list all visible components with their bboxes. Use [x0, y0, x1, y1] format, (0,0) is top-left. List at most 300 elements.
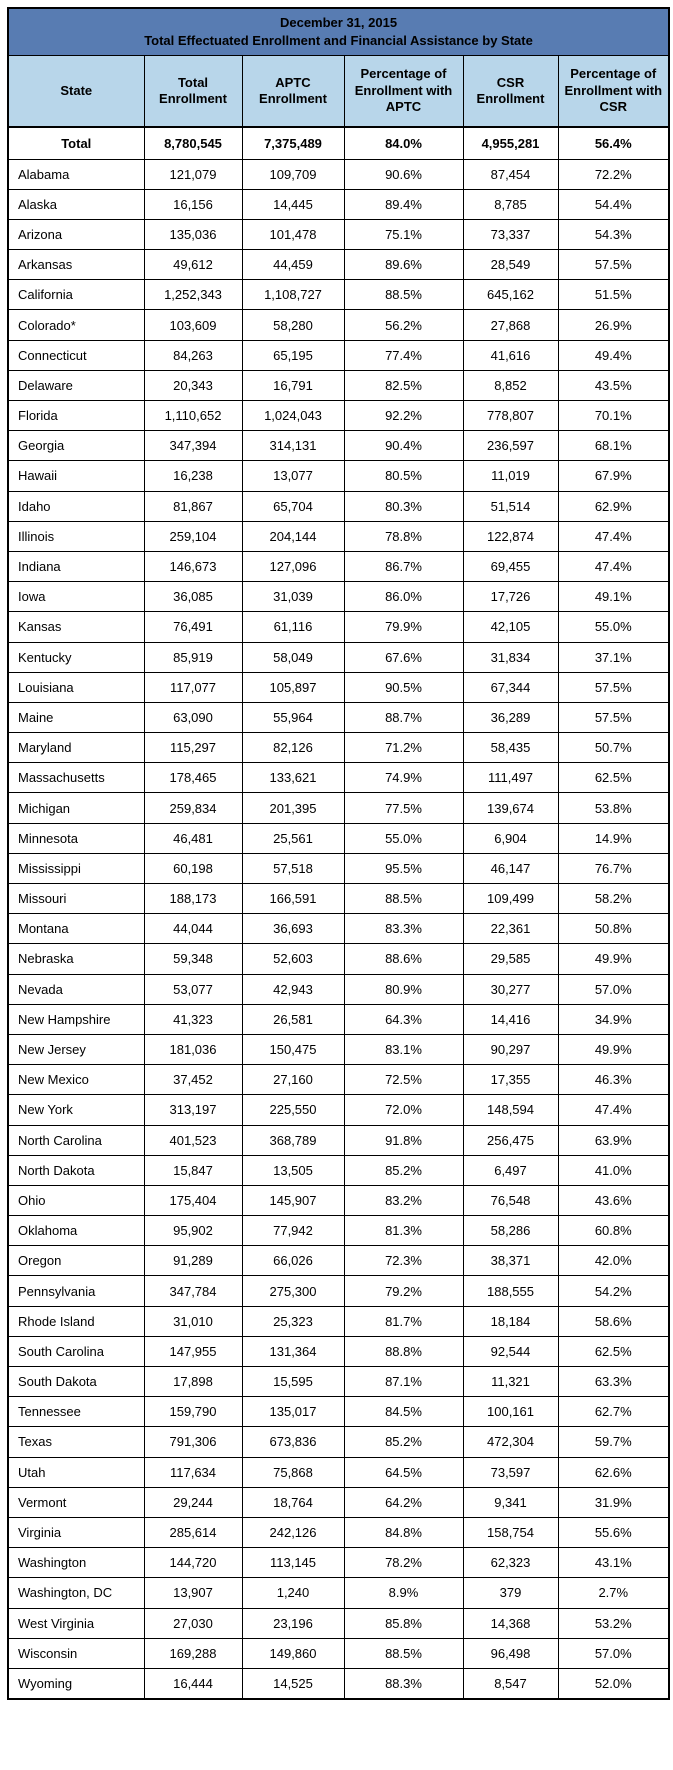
pct-aptc-cell: 84.8% — [344, 1517, 463, 1547]
csr-enrollment-cell: 42,105 — [463, 612, 558, 642]
aptc-enrollment-cell: 1,024,043 — [242, 401, 344, 431]
pct-csr-cell: 49.1% — [558, 582, 669, 612]
total-enrollment-cell: 29,244 — [144, 1487, 242, 1517]
csr-enrollment-cell: 22,361 — [463, 914, 558, 944]
csr-enrollment-cell: 46,147 — [463, 853, 558, 883]
report-title: Total Effectuated Enrollment and Financial Assistance by State — [144, 32, 533, 48]
aptc-enrollment-cell: 673,836 — [242, 1427, 344, 1457]
pct-csr-cell: 54.3% — [558, 219, 669, 249]
aptc-enrollment-cell: 27,160 — [242, 1065, 344, 1095]
total-enrollment-cell: 181,036 — [144, 1034, 242, 1064]
table-row — [8, 702, 669, 732]
pct-csr-cell: 47.4% — [558, 521, 669, 551]
pct-csr-cell: 63.9% — [558, 1125, 669, 1155]
pct-csr-cell: 72.2% — [558, 159, 669, 189]
aptc-enrollment-cell: 109,709 — [242, 159, 344, 189]
csr-enrollment-cell: 472,304 — [463, 1427, 558, 1457]
pct-csr-cell: 34.9% — [558, 1004, 669, 1034]
state-cell: Kentucky — [8, 642, 144, 672]
state-cell: California — [8, 280, 144, 310]
aptc-enrollment-cell: 14,525 — [242, 1668, 344, 1698]
table-row — [8, 1276, 669, 1306]
state-cell: Ohio — [8, 1185, 144, 1215]
pct-aptc-cell: 89.6% — [344, 250, 463, 280]
aptc-enrollment-cell: 25,561 — [242, 823, 344, 853]
title-row — [8, 8, 669, 55]
total-enrollment-cell: 44,044 — [144, 914, 242, 944]
csr-enrollment-cell: 51,514 — [463, 491, 558, 521]
aptc-enrollment-cell: 75,868 — [242, 1457, 344, 1487]
total-enrollment-cell: 1,252,343 — [144, 280, 242, 310]
csr-enrollment-cell: 139,674 — [463, 793, 558, 823]
state-cell: Georgia — [8, 431, 144, 461]
pct-csr-cell: 54.2% — [558, 1276, 669, 1306]
pct-csr-cell: 49.4% — [558, 340, 669, 370]
pct-csr-cell: 50.7% — [558, 733, 669, 763]
pct-aptc-cell: 87.1% — [344, 1367, 463, 1397]
table-row — [8, 1668, 669, 1698]
pct-csr-cell: 57.5% — [558, 672, 669, 702]
total-enrollment-cell: 63,090 — [144, 702, 242, 732]
pct-csr-cell: 62.5% — [558, 763, 669, 793]
csr-enrollment-cell: 38,371 — [463, 1246, 558, 1276]
pct-aptc-cell: 90.5% — [344, 672, 463, 702]
aptc-enrollment-cell: 204,144 — [242, 521, 344, 551]
pct-aptc-cell: 88.5% — [344, 1638, 463, 1668]
pct-aptc-cell: 84.5% — [344, 1397, 463, 1427]
csr-enrollment-cell: 236,597 — [463, 431, 558, 461]
pct-csr-cell: 67.9% — [558, 461, 669, 491]
state-cell: Texas — [8, 1427, 144, 1457]
csr-enrollment-cell: 148,594 — [463, 1095, 558, 1125]
state-cell: Virginia — [8, 1517, 144, 1547]
csr-enrollment-cell: 76,548 — [463, 1185, 558, 1215]
aptc-enrollment-cell: 166,591 — [242, 884, 344, 914]
column-header-aptc-enrollment: APTC Enrollment — [242, 55, 344, 127]
total-enrollment-cell: 313,197 — [144, 1095, 242, 1125]
aptc-enrollment-cell: 242,126 — [242, 1517, 344, 1547]
total-enrollment-cell: 135,036 — [144, 219, 242, 249]
state-cell: Minnesota — [8, 823, 144, 853]
table-row — [8, 310, 669, 340]
aptc-enrollment-cell: 1,108,727 — [242, 280, 344, 310]
pct-aptc-cell: 64.3% — [344, 1004, 463, 1034]
state-cell: Vermont — [8, 1487, 144, 1517]
pct-aptc-cell: 88.5% — [344, 280, 463, 310]
csr-enrollment-cell: 73,337 — [463, 219, 558, 249]
csr-enrollment-cell: 58,435 — [463, 733, 558, 763]
aptc-enrollment-cell: 145,907 — [242, 1185, 344, 1215]
pct-aptc-cell: 80.5% — [344, 461, 463, 491]
table-row — [8, 1548, 669, 1578]
pct-aptc-cell: 77.4% — [344, 340, 463, 370]
csr-enrollment-cell: 17,726 — [463, 582, 558, 612]
csr-enrollment-cell: 87,454 — [463, 159, 558, 189]
total-enrollment-cell: 46,481 — [144, 823, 242, 853]
csr-enrollment-cell: 41,616 — [463, 340, 558, 370]
csr-enrollment-cell: 100,161 — [463, 1397, 558, 1427]
csr-enrollment-cell: 62,323 — [463, 1548, 558, 1578]
total-enrollment-cell: 31,010 — [144, 1306, 242, 1336]
pct-aptc-cell: 79.9% — [344, 612, 463, 642]
table-row — [8, 1336, 669, 1366]
pct-csr-cell: 56.4% — [558, 127, 669, 159]
table-row — [8, 733, 669, 763]
state-cell: Hawaii — [8, 461, 144, 491]
csr-enrollment-cell: 14,416 — [463, 1004, 558, 1034]
pct-aptc-cell: 83.3% — [344, 914, 463, 944]
pct-csr-cell: 26.9% — [558, 310, 669, 340]
state-cell: Louisiana — [8, 672, 144, 702]
state-cell: North Dakota — [8, 1155, 144, 1185]
csr-enrollment-cell: 14,368 — [463, 1608, 558, 1638]
aptc-enrollment-cell: 65,195 — [242, 340, 344, 370]
table-row — [8, 491, 669, 521]
state-cell: Arizona — [8, 219, 144, 249]
state-cell: Washington — [8, 1548, 144, 1578]
aptc-enrollment-cell: 66,026 — [242, 1246, 344, 1276]
aptc-enrollment-cell: 275,300 — [242, 1276, 344, 1306]
table-row — [8, 884, 669, 914]
aptc-enrollment-cell: 105,897 — [242, 672, 344, 702]
column-header-pct-aptc: Percentage of Enrollment with APTC — [344, 55, 463, 127]
pct-csr-cell: 47.4% — [558, 551, 669, 581]
table-row — [8, 431, 669, 461]
state-cell: Michigan — [8, 793, 144, 823]
total-enrollment-cell: 36,085 — [144, 582, 242, 612]
state-cell: Indiana — [8, 551, 144, 581]
table-row — [8, 763, 669, 793]
aptc-enrollment-cell: 225,550 — [242, 1095, 344, 1125]
pct-csr-cell: 14.9% — [558, 823, 669, 853]
total-enrollment-cell: 285,614 — [144, 1517, 242, 1547]
pct-aptc-cell: 86.7% — [344, 551, 463, 581]
table-row — [8, 1638, 669, 1668]
csr-enrollment-cell: 36,289 — [463, 702, 558, 732]
table-row — [8, 159, 669, 189]
table-row — [8, 1487, 669, 1517]
total-enrollment-cell: 259,104 — [144, 521, 242, 551]
pct-csr-cell: 62.9% — [558, 491, 669, 521]
pct-csr-cell: 50.8% — [558, 914, 669, 944]
pct-csr-cell: 51.5% — [558, 280, 669, 310]
table-row — [8, 612, 669, 642]
total-enrollment-cell: 347,394 — [144, 431, 242, 461]
aptc-enrollment-cell: 31,039 — [242, 582, 344, 612]
aptc-enrollment-cell: 150,475 — [242, 1034, 344, 1064]
state-cell: Wisconsin — [8, 1638, 144, 1668]
total-enrollment-cell: 15,847 — [144, 1155, 242, 1185]
state-cell: North Carolina — [8, 1125, 144, 1155]
aptc-enrollment-cell: 25,323 — [242, 1306, 344, 1336]
table-row — [8, 1517, 669, 1547]
state-cell: New Hampshire — [8, 1004, 144, 1034]
total-enrollment-cell: 1,110,652 — [144, 401, 242, 431]
pct-aptc-cell: 8.9% — [344, 1578, 463, 1608]
csr-enrollment-cell: 9,341 — [463, 1487, 558, 1517]
table-row — [8, 370, 669, 400]
pct-aptc-cell: 72.3% — [344, 1246, 463, 1276]
table-row — [8, 1004, 669, 1034]
csr-enrollment-cell: 31,834 — [463, 642, 558, 672]
table-row — [8, 914, 669, 944]
csr-enrollment-cell: 122,874 — [463, 521, 558, 551]
state-cell: South Dakota — [8, 1367, 144, 1397]
csr-enrollment-cell: 8,852 — [463, 370, 558, 400]
pct-csr-cell: 47.4% — [558, 1095, 669, 1125]
aptc-enrollment-cell: 36,693 — [242, 914, 344, 944]
table-row — [8, 1185, 669, 1215]
table-row — [8, 189, 669, 219]
pct-aptc-cell: 55.0% — [344, 823, 463, 853]
aptc-enrollment-cell: 13,505 — [242, 1155, 344, 1185]
aptc-enrollment-cell: 23,196 — [242, 1608, 344, 1638]
total-enrollment-cell: 37,452 — [144, 1065, 242, 1095]
state-cell: New Jersey — [8, 1034, 144, 1064]
total-enrollment-cell: 60,198 — [144, 853, 242, 883]
table-row — [8, 1427, 669, 1457]
pct-csr-cell: 76.7% — [558, 853, 669, 883]
table-row — [8, 1397, 669, 1427]
aptc-enrollment-cell: 58,280 — [242, 310, 344, 340]
aptc-enrollment-cell: 149,860 — [242, 1638, 344, 1668]
total-enrollment-cell: 169,288 — [144, 1638, 242, 1668]
pct-aptc-cell: 72.5% — [344, 1065, 463, 1095]
pct-aptc-cell: 74.9% — [344, 763, 463, 793]
table-row — [8, 551, 669, 581]
csr-enrollment-cell: 96,498 — [463, 1638, 558, 1668]
table-row — [8, 1608, 669, 1638]
header-row — [8, 55, 669, 127]
pct-aptc-cell: 79.2% — [344, 1276, 463, 1306]
state-cell: Arkansas — [8, 250, 144, 280]
pct-csr-cell: 55.0% — [558, 612, 669, 642]
csr-enrollment-cell: 778,807 — [463, 401, 558, 431]
total-enrollment-cell: 791,306 — [144, 1427, 242, 1457]
table-row — [8, 582, 669, 612]
total-enrollment-cell: 401,523 — [144, 1125, 242, 1155]
column-header-total-enrollment: Total Enrollment — [144, 55, 242, 127]
csr-enrollment-cell: 28,549 — [463, 250, 558, 280]
total-enrollment-cell: 95,902 — [144, 1216, 242, 1246]
pct-aptc-cell: 64.2% — [344, 1487, 463, 1517]
pct-csr-cell: 62.5% — [558, 1336, 669, 1366]
state-cell: Tennessee — [8, 1397, 144, 1427]
table-row — [8, 974, 669, 1004]
aptc-enrollment-cell: 127,096 — [242, 551, 344, 581]
table-row — [8, 1095, 669, 1125]
total-enrollment-cell: 76,491 — [144, 612, 242, 642]
pct-csr-cell: 41.0% — [558, 1155, 669, 1185]
table-row — [8, 219, 669, 249]
total-enrollment-cell: 188,173 — [144, 884, 242, 914]
csr-enrollment-cell: 17,355 — [463, 1065, 558, 1095]
table-row — [8, 280, 669, 310]
csr-enrollment-cell: 67,344 — [463, 672, 558, 702]
pct-csr-cell: 43.1% — [558, 1548, 669, 1578]
state-cell: Nebraska — [8, 944, 144, 974]
pct-aptc-cell: 81.7% — [344, 1306, 463, 1336]
csr-enrollment-cell: 188,555 — [463, 1276, 558, 1306]
total-enrollment-cell: 147,955 — [144, 1336, 242, 1366]
aptc-enrollment-cell: 101,478 — [242, 219, 344, 249]
state-cell: Wyoming — [8, 1668, 144, 1698]
pct-aptc-cell: 81.3% — [344, 1216, 463, 1246]
pct-aptc-cell: 90.6% — [344, 159, 463, 189]
pct-aptc-cell: 88.5% — [344, 884, 463, 914]
pct-aptc-cell: 77.5% — [344, 793, 463, 823]
aptc-enrollment-cell: 7,375,489 — [242, 127, 344, 159]
pct-csr-cell: 52.0% — [558, 1668, 669, 1698]
csr-enrollment-cell: 90,297 — [463, 1034, 558, 1064]
enrollment-table — [7, 7, 670, 1700]
pct-csr-cell: 70.1% — [558, 401, 669, 431]
csr-enrollment-cell: 18,184 — [463, 1306, 558, 1336]
csr-enrollment-cell: 8,547 — [463, 1668, 558, 1698]
csr-enrollment-cell: 379 — [463, 1578, 558, 1608]
table-row — [8, 1367, 669, 1397]
total-enrollment-cell: 91,289 — [144, 1246, 242, 1276]
state-cell: Mississippi — [8, 853, 144, 883]
table-row — [8, 1155, 669, 1185]
pct-csr-cell: 63.3% — [558, 1367, 669, 1397]
aptc-enrollment-cell: 65,704 — [242, 491, 344, 521]
csr-enrollment-cell: 4,955,281 — [463, 127, 558, 159]
aptc-enrollment-cell: 14,445 — [242, 189, 344, 219]
table-row — [8, 672, 669, 702]
pct-csr-cell: 58.6% — [558, 1306, 669, 1336]
pct-aptc-cell: 95.5% — [344, 853, 463, 883]
state-cell: Colorado* — [8, 310, 144, 340]
pct-aptc-cell: 88.3% — [344, 1668, 463, 1698]
csr-enrollment-cell: 256,475 — [463, 1125, 558, 1155]
column-header-pct-csr: Percentage of Enrollment with CSR — [558, 55, 669, 127]
table-row — [8, 1246, 669, 1276]
pct-aptc-cell: 80.9% — [344, 974, 463, 1004]
table-row — [8, 1065, 669, 1095]
state-cell: Florida — [8, 401, 144, 431]
csr-enrollment-cell: 109,499 — [463, 884, 558, 914]
table-row — [8, 1216, 669, 1246]
total-enrollment-cell: 17,898 — [144, 1367, 242, 1397]
total-enrollment-cell: 49,612 — [144, 250, 242, 280]
aptc-enrollment-cell: 55,964 — [242, 702, 344, 732]
state-cell: Missouri — [8, 884, 144, 914]
pct-aptc-cell: 56.2% — [344, 310, 463, 340]
csr-enrollment-cell: 73,597 — [463, 1457, 558, 1487]
state-cell: Maine — [8, 702, 144, 732]
total-enrollment-cell: 144,720 — [144, 1548, 242, 1578]
table-row — [8, 793, 669, 823]
pct-aptc-cell: 85.2% — [344, 1427, 463, 1457]
pct-aptc-cell: 89.4% — [344, 189, 463, 219]
pct-aptc-cell: 64.5% — [344, 1457, 463, 1487]
aptc-enrollment-cell: 82,126 — [242, 733, 344, 763]
table-row — [8, 461, 669, 491]
pct-csr-cell: 53.2% — [558, 1608, 669, 1638]
pct-csr-cell: 37.1% — [558, 642, 669, 672]
csr-enrollment-cell: 8,785 — [463, 189, 558, 219]
aptc-enrollment-cell: 15,595 — [242, 1367, 344, 1397]
state-cell: Alaska — [8, 189, 144, 219]
pct-csr-cell: 57.5% — [558, 250, 669, 280]
pct-csr-cell: 58.2% — [558, 884, 669, 914]
total-enrollment-cell: 20,343 — [144, 370, 242, 400]
pct-aptc-cell: 85.2% — [344, 1155, 463, 1185]
aptc-enrollment-cell: 113,145 — [242, 1548, 344, 1578]
pct-csr-cell: 57.0% — [558, 1638, 669, 1668]
state-cell: Pennsylvania — [8, 1276, 144, 1306]
state-cell: Alabama — [8, 159, 144, 189]
total-enrollment-cell: 16,156 — [144, 189, 242, 219]
pct-aptc-cell: 67.6% — [344, 642, 463, 672]
aptc-enrollment-cell: 314,131 — [242, 431, 344, 461]
aptc-enrollment-cell: 131,364 — [242, 1336, 344, 1366]
total-enrollment-cell: 103,609 — [144, 310, 242, 340]
total-enrollment-cell: 115,297 — [144, 733, 242, 763]
pct-csr-cell: 42.0% — [558, 1246, 669, 1276]
aptc-enrollment-cell: 13,077 — [242, 461, 344, 491]
total-enrollment-cell: 175,404 — [144, 1185, 242, 1215]
pct-aptc-cell: 72.0% — [344, 1095, 463, 1125]
aptc-enrollment-cell: 61,116 — [242, 612, 344, 642]
pct-csr-cell: 55.6% — [558, 1517, 669, 1547]
pct-aptc-cell: 71.2% — [344, 733, 463, 763]
pct-csr-cell: 31.9% — [558, 1487, 669, 1517]
pct-csr-cell: 57.0% — [558, 974, 669, 1004]
state-cell: Oklahoma — [8, 1216, 144, 1246]
aptc-enrollment-cell: 58,049 — [242, 642, 344, 672]
pct-aptc-cell: 88.6% — [344, 944, 463, 974]
state-cell: New Mexico — [8, 1065, 144, 1095]
csr-enrollment-cell: 11,321 — [463, 1367, 558, 1397]
state-cell: Utah — [8, 1457, 144, 1487]
csr-enrollment-cell: 27,868 — [463, 310, 558, 340]
csr-enrollment-cell: 158,754 — [463, 1517, 558, 1547]
state-cell: Montana — [8, 914, 144, 944]
state-cell: Massachusetts — [8, 763, 144, 793]
aptc-enrollment-cell: 52,603 — [242, 944, 344, 974]
table-row — [8, 1306, 669, 1336]
total-enrollment-cell: 59,348 — [144, 944, 242, 974]
table-row — [8, 1034, 669, 1064]
aptc-enrollment-cell: 57,518 — [242, 853, 344, 883]
csr-enrollment-cell: 6,904 — [463, 823, 558, 853]
csr-enrollment-cell: 6,497 — [463, 1155, 558, 1185]
total-enrollment-cell: 53,077 — [144, 974, 242, 1004]
pct-aptc-cell: 78.8% — [344, 521, 463, 551]
aptc-enrollment-cell: 201,395 — [242, 793, 344, 823]
table-row — [8, 1125, 669, 1155]
state-cell: Kansas — [8, 612, 144, 642]
total-enrollment-cell: 159,790 — [144, 1397, 242, 1427]
table-row — [8, 823, 669, 853]
table-row — [8, 944, 669, 974]
column-header-csr-enrollment: CSR Enrollment — [463, 55, 558, 127]
pct-csr-cell: 46.3% — [558, 1065, 669, 1095]
pct-aptc-cell: 78.2% — [344, 1548, 463, 1578]
table-row — [8, 401, 669, 431]
state-cell: West Virginia — [8, 1608, 144, 1638]
table-row — [8, 642, 669, 672]
aptc-enrollment-cell: 18,764 — [242, 1487, 344, 1517]
state-cell: Idaho — [8, 491, 144, 521]
table-row — [8, 521, 669, 551]
aptc-enrollment-cell: 133,621 — [242, 763, 344, 793]
table-row — [8, 340, 669, 370]
table-body — [8, 127, 669, 1699]
pct-aptc-cell: 91.8% — [344, 1125, 463, 1155]
